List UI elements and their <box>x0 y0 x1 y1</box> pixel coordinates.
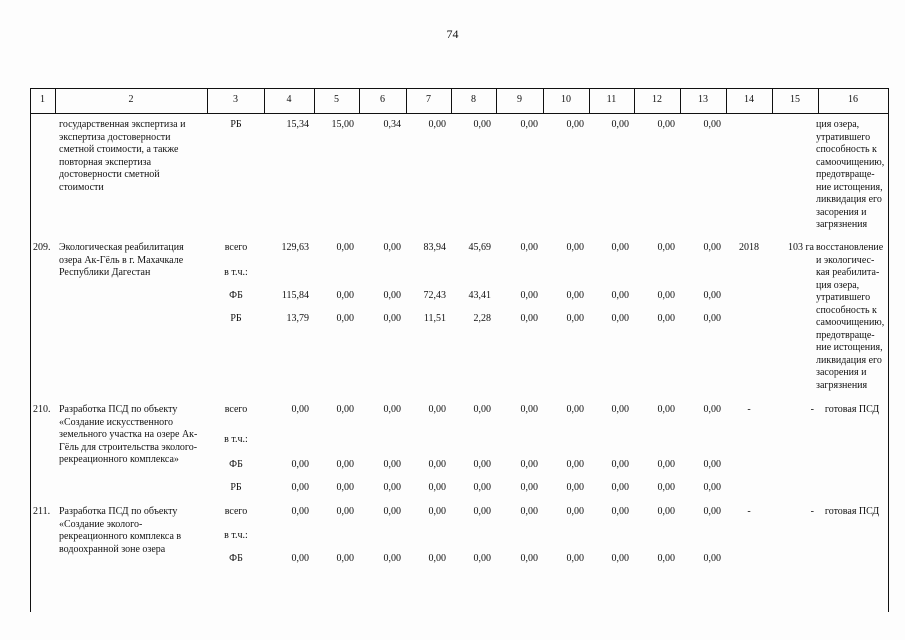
value-cell: 0,00 <box>473 553 491 564</box>
value-cell: 0,00 <box>566 482 584 493</box>
value-cell: 0,00 <box>520 290 538 301</box>
header-cell: 10 <box>561 94 571 105</box>
value-cell: 0,00 <box>291 404 309 415</box>
value-cell: 0,00 <box>611 404 629 415</box>
value-cell: 0,00 <box>703 242 721 253</box>
value-cell: 0,00 <box>703 404 721 415</box>
value-cell: 0,00 <box>383 313 401 324</box>
value-cell: 0,00 <box>566 553 584 564</box>
row-name: Разработка ПСД по объекту «Создание искусственного земельного участка на озере Ак-Гёль для строительства эколого-рекреационного комплекса» <box>59 404 198 465</box>
value-cell: 0,00 <box>611 290 629 301</box>
value-cell: 0,00 <box>566 242 584 253</box>
row-number: 211. <box>33 506 51 517</box>
value-cell: 0,00 <box>703 482 721 493</box>
value-cell: 0,00 <box>611 506 629 517</box>
value-cell: 0,00 <box>473 482 491 493</box>
header-cell: 15 <box>790 94 800 105</box>
value-cell: 0,00 <box>520 242 538 253</box>
value-cell: 0,00 <box>428 459 446 470</box>
value-cell: 0,00 <box>336 313 354 324</box>
value-cell: 0,00 <box>611 119 629 130</box>
value-cell: 0,00 <box>657 459 675 470</box>
value-cell: 0,00 <box>520 313 538 324</box>
value-cell: 11,51 <box>423 313 446 324</box>
value-cell: 15,34 <box>286 119 309 130</box>
header-cell: 6 <box>380 94 385 105</box>
value-cell: 0,00 <box>566 506 584 517</box>
value-cell: 0,00 <box>428 506 446 517</box>
value-cell: 0,00 <box>566 119 584 130</box>
value-cell: 0,00 <box>428 553 446 564</box>
value-cell: 0,00 <box>657 506 675 517</box>
value-cell: 0,00 <box>383 290 401 301</box>
value-cell: 43,41 <box>468 290 491 301</box>
header-cell: 12 <box>652 94 662 105</box>
value-cell: 0,00 <box>657 482 675 493</box>
value-cell: 0,00 <box>383 506 401 517</box>
value-cell: 0,34 <box>383 119 401 130</box>
capacity-cell: - <box>810 404 814 415</box>
value-cell: 115,84 <box>281 290 309 301</box>
value-cell: 13,79 <box>286 313 309 324</box>
header-cell: 9 <box>517 94 522 105</box>
value-cell: 0,00 <box>520 553 538 564</box>
year-cell: - <box>747 506 751 517</box>
value-cell: 0,00 <box>657 290 675 301</box>
value-cell: 0,00 <box>703 119 721 130</box>
value-cell: 0,00 <box>428 119 446 130</box>
value-cell: 0,00 <box>383 482 401 493</box>
value-cell: 0,00 <box>336 459 354 470</box>
header-cell: 8 <box>471 94 476 105</box>
value-cell: 0,00 <box>611 242 629 253</box>
value-cell: 0,00 <box>520 482 538 493</box>
value-cell: 0,00 <box>383 242 401 253</box>
column-divider <box>30 88 31 612</box>
value-cell: 0,00 <box>703 506 721 517</box>
value-cell: 0,00 <box>473 506 491 517</box>
table-top-border <box>30 88 888 89</box>
value-cell: 0,00 <box>336 290 354 301</box>
value-cell: 0,00 <box>566 313 584 324</box>
value-cell: 0,00 <box>657 404 675 415</box>
column-divider <box>888 88 889 612</box>
row-number: 209. <box>33 242 51 253</box>
value-cell: 0,00 <box>473 459 491 470</box>
value-cell: 0,00 <box>336 553 354 564</box>
row-name: Разработка ПСД по объекту «Создание эколого-рекреационного комплекса в водоохранной зоне озера <box>59 506 182 555</box>
value-cell: 0,00 <box>473 119 491 130</box>
value-cell: 0,00 <box>657 553 675 564</box>
value-cell: 2,28 <box>473 313 491 324</box>
value-cell: 0,00 <box>703 459 721 470</box>
funding-source: РБ <box>230 313 242 324</box>
funding-source: ФБ <box>229 459 243 470</box>
row-result: готовая ПСД <box>824 506 880 517</box>
header-cell: 5 <box>334 94 339 105</box>
value-cell: 0,00 <box>520 506 538 517</box>
funding-source: в т.ч.: <box>224 267 248 278</box>
value-cell: 0,00 <box>657 119 675 130</box>
year-cell: 2018 <box>739 242 759 253</box>
year-cell: - <box>747 404 751 415</box>
value-cell: 0,00 <box>657 242 675 253</box>
value-cell: 0,00 <box>520 404 538 415</box>
value-cell: 0,00 <box>336 482 354 493</box>
value-cell: 0,00 <box>291 482 309 493</box>
value-cell: 0,00 <box>611 553 629 564</box>
value-cell: 45,69 <box>468 242 491 253</box>
value-cell: 0,00 <box>383 553 401 564</box>
funding-source: всего <box>224 506 248 517</box>
value-cell: 0,00 <box>336 242 354 253</box>
funding-source: всего <box>224 404 248 415</box>
value-cell: 0,00 <box>611 313 629 324</box>
funding-source: РБ <box>230 482 242 493</box>
row-name: Экологическая реабилитация озера Ак-Гёль в г. Махачкале Республики Дагестан <box>59 242 184 278</box>
value-cell: 0,00 <box>611 459 629 470</box>
funding-source: всего <box>224 242 248 253</box>
value-cell: 0,00 <box>336 506 354 517</box>
funding-source: РБ <box>230 119 242 130</box>
value-cell: 0,00 <box>657 313 675 324</box>
value-cell: 0,00 <box>566 459 584 470</box>
value-cell: 0,00 <box>703 290 721 301</box>
value-cell: 0,00 <box>428 404 446 415</box>
header-cell: 1 <box>40 94 45 105</box>
value-cell: 0,00 <box>520 459 538 470</box>
value-cell: 0,00 <box>703 313 721 324</box>
header-cell: 7 <box>426 94 431 105</box>
page-number: 74 <box>446 27 459 41</box>
funding-source: ФБ <box>229 553 243 564</box>
value-cell: 0,00 <box>291 459 309 470</box>
header-cell: 3 <box>233 94 238 105</box>
value-cell: 0,00 <box>383 459 401 470</box>
header-cell: 14 <box>744 94 754 105</box>
row-name: государственная экспертиза и экспертиза достоверности сметной стоимости, а также повторная экспертиза достоверности сметной стоимости <box>59 119 186 193</box>
value-cell: 129,63 <box>281 242 309 253</box>
value-cell: 83,94 <box>423 242 446 253</box>
header-cell: 13 <box>698 94 708 105</box>
value-cell: 0,00 <box>473 404 491 415</box>
value-cell: 0,00 <box>428 482 446 493</box>
value-cell: 0,00 <box>291 506 309 517</box>
value-cell: 0,00 <box>383 404 401 415</box>
funding-source: ФБ <box>229 290 243 301</box>
funding-source: в т.ч.: <box>224 530 248 541</box>
header-bottom-border <box>30 113 888 114</box>
value-cell: 0,00 <box>291 553 309 564</box>
value-cell: 0,00 <box>336 404 354 415</box>
row-result: готовая ПСД <box>824 404 880 415</box>
row-result: ция озера, утратившего способность к самоочищению, предотвраще-ние истощения, ликвидация его засорения и загрязнения <box>816 119 885 230</box>
value-cell: 0,00 <box>566 404 584 415</box>
value-cell: 0,00 <box>566 290 584 301</box>
capacity-cell: 103 га <box>787 242 814 253</box>
value-cell: 0,00 <box>611 482 629 493</box>
header-cell: 2 <box>128 94 134 105</box>
capacity-cell: - <box>810 506 814 517</box>
value-cell: 15,00 <box>331 119 354 130</box>
funding-source: в т.ч.: <box>224 434 248 445</box>
header-cell: 16 <box>848 94 858 105</box>
header-cell: 11 <box>606 94 617 105</box>
header-cell: 4 <box>286 94 292 105</box>
value-cell: 72,43 <box>423 290 446 301</box>
value-cell: 0,00 <box>703 553 721 564</box>
row-number: 210. <box>33 404 51 415</box>
value-cell: 0,00 <box>520 119 538 130</box>
row-result: восстановление и экологичес-кая реабилита-ция озера, утратившего способность к самоочищению, предотвраще-ние истощения, ликвидация его засорения и загрязнения <box>816 242 885 391</box>
